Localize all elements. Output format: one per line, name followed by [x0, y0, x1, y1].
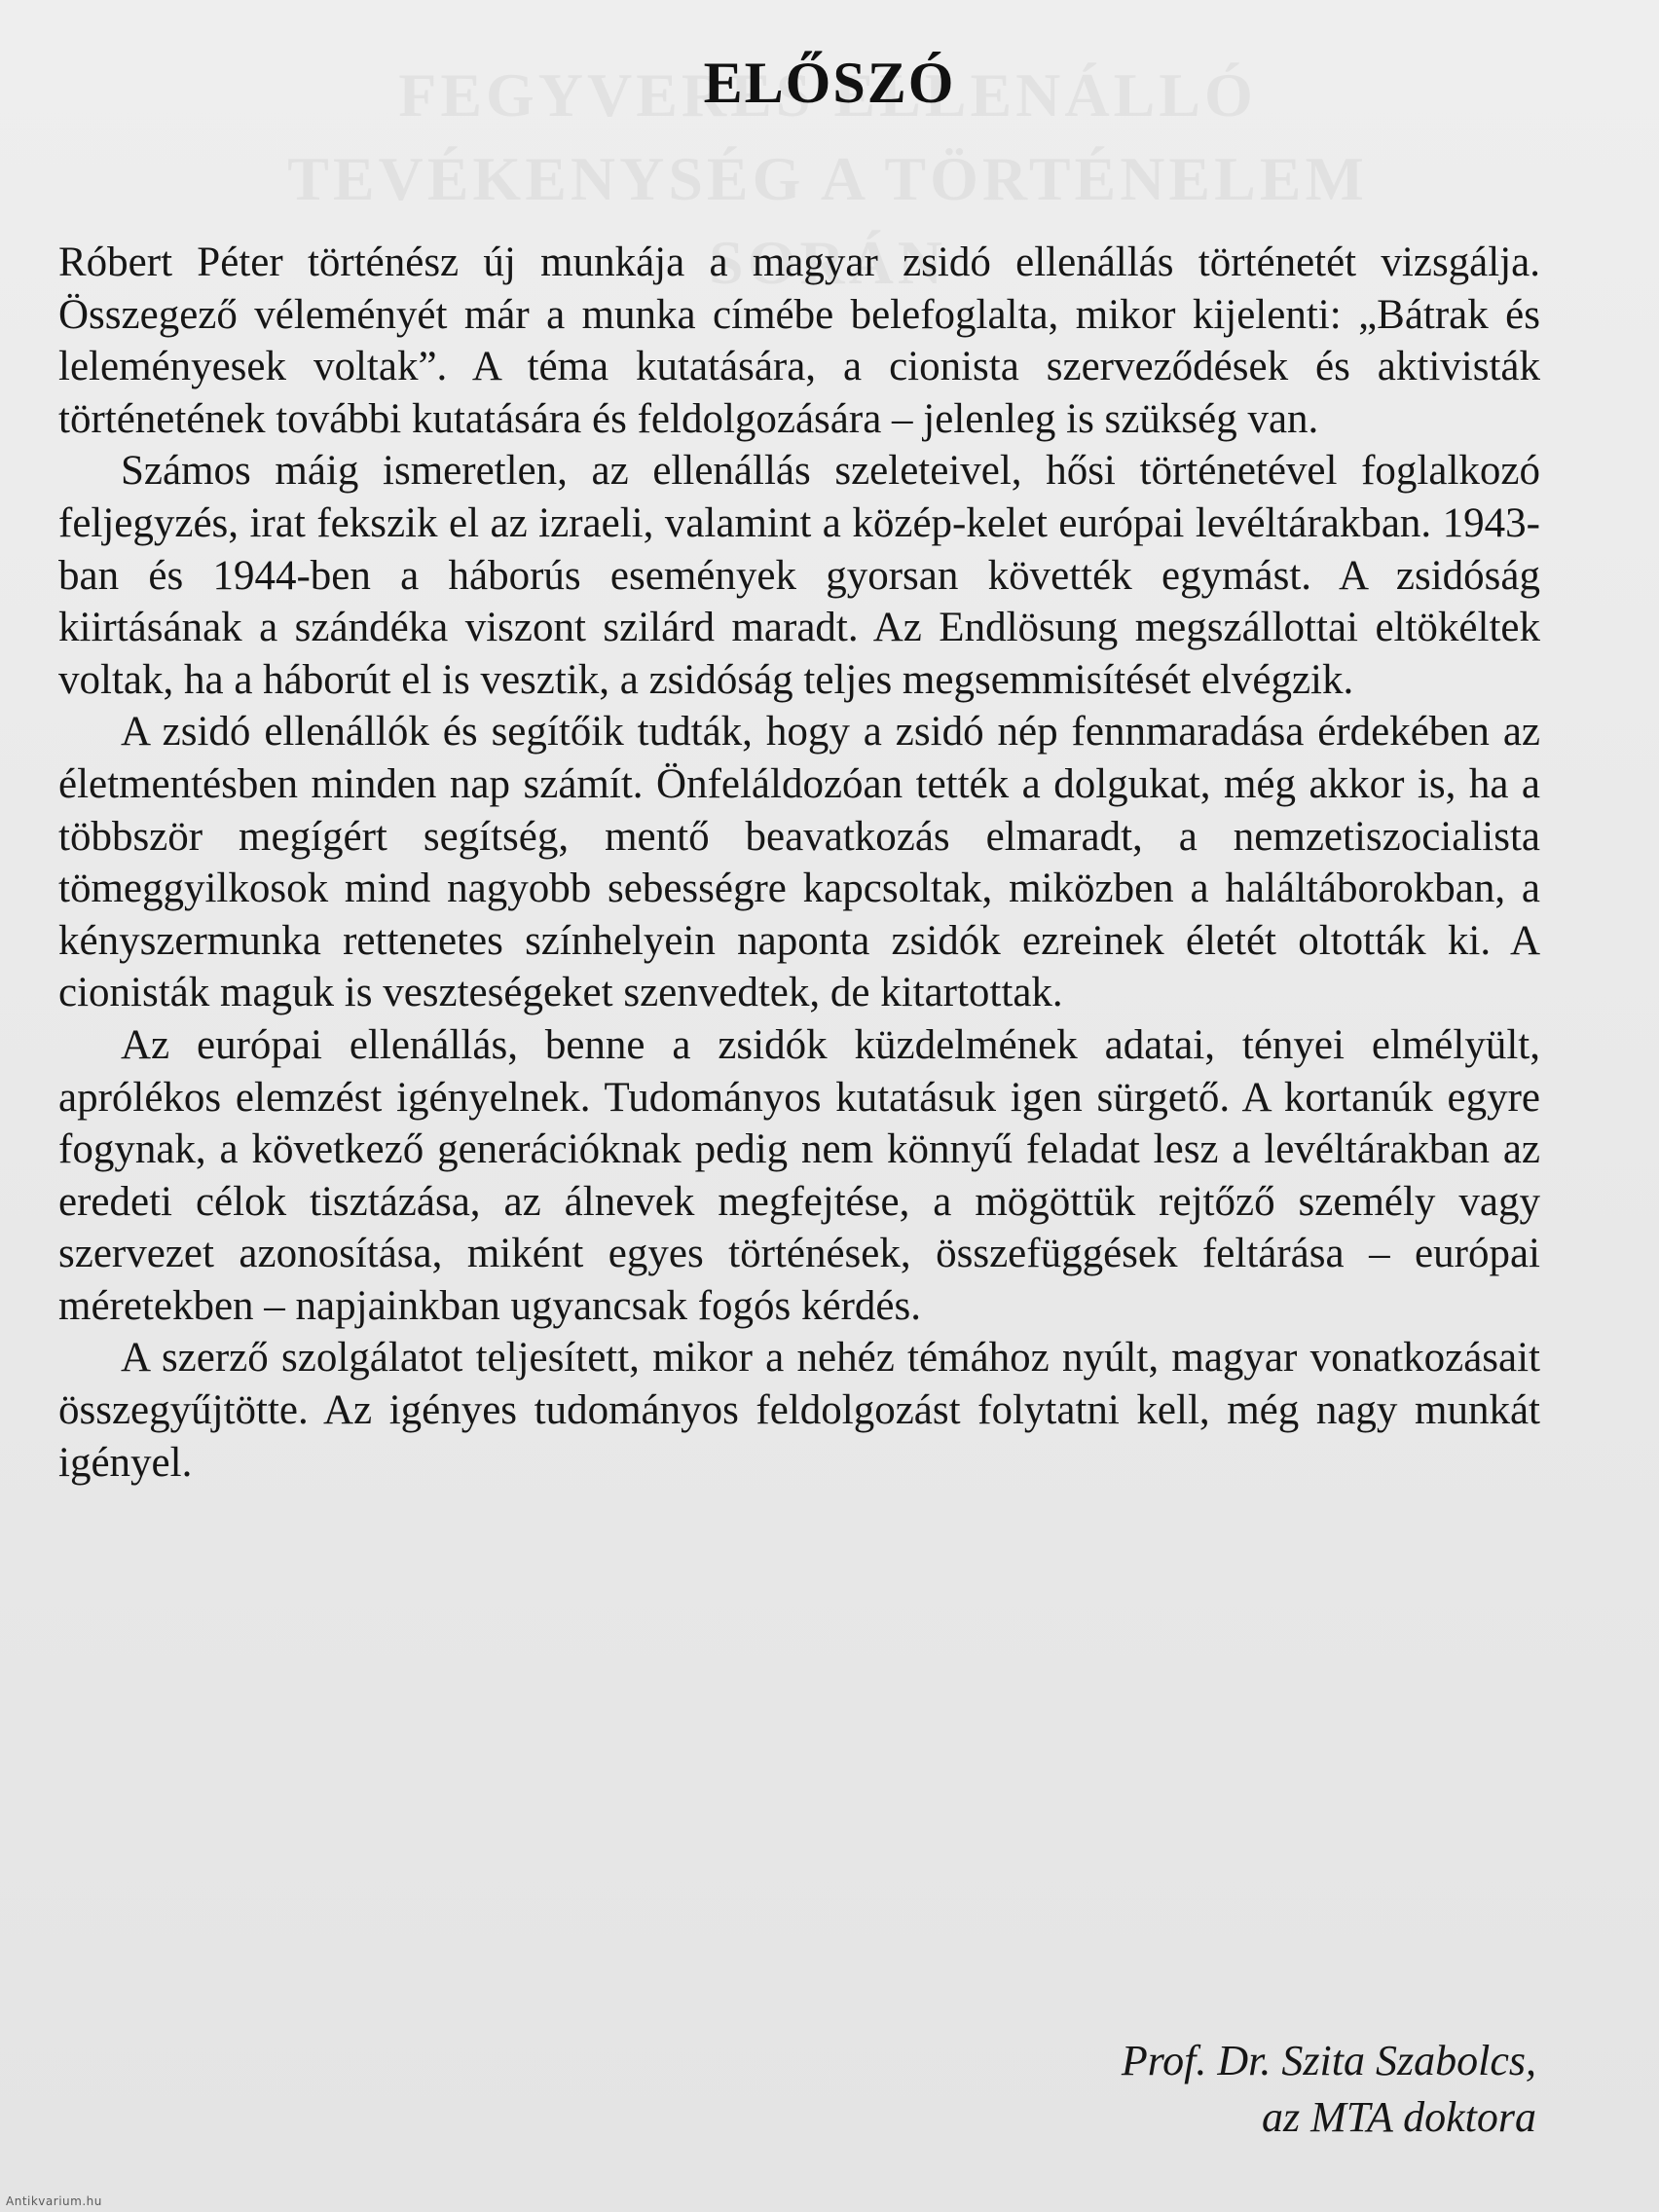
body-text — [58, 237, 1540, 1489]
page-title: ELŐSZÓ — [703, 51, 956, 115]
signature-block — [1122, 2033, 1536, 2146]
author-name: Prof. Dr. Szita Szabolcs, — [1121, 2037, 1536, 2084]
watermark: Antikvarium.hu — [6, 2194, 102, 2208]
paragraph: A zsidó ellenállók és segítőik tudták, hogy a zsidó nép fennmaradása érdekében az életmentésben minden nap számít. Önfeláldozóan tették a dolgukat, még akkor is, ha a többször megígért segítség, mentő beavatkozás elmaradt, a nemzetiszocialista tömeggyilkosok mind nagyobb sebességre kapcsoltak, miközben a haláltáborokban, a kényszermunka rettenetes színhelyein naponta zsidók ezreinek életét oltották ki. A cionisták maguk is veszteségeket szenvedtek, de kitartottak. — [58, 709, 1540, 1016]
author-title: az MTA doktora — [1262, 2093, 1536, 2141]
paragraph: A szerző szolgálatot teljesített, mikor a nehéz témához nyúlt, magyar vonatkozásait összegyűjtötte. Az igényes tudományos feldolgozást folytatni kell, még nagy munkát igényel. — [58, 1335, 1540, 1486]
paragraph: Róbert Péter történész új munkája a magyar zsidó ellenállás történetét vizsgálja. Összegező véleményét már a munka címébe belefoglalta, mikor kijelenti: „Bátrak és leleményesek voltak”. A téma kutatására, a cionista szerveződések és aktivisták történetének további kutatására és feldolgozására – jelenleg is szükség van. — [58, 240, 1540, 442]
paragraph: Az európai ellenállás, benne a zsidók küzdelmének adatai, tényei elmélyült, aprólékos elemzést igényelnek. Tudományos kutatásuk igen sürgető. A kortanúk egyre fogynak, a következő generációknak pedig nem könnyű feladat lesz a levéltárakban az eredeti célok tisztázása, az álnevek megfejtése, a mögöttük rejtőző személy vagy szervezet azonosítása, miként egyes történések, összefüggések feltárása – európai méretekben – napjainkban ugyancsak fogós kérdés. — [58, 1021, 1540, 1329]
paragraph: Számos máig ismeretlen, az ellenállás szeleteivel, hősi történetével foglalkozó feljegyzés, irat fekszik el az izraeli, valamint a közép-kelet európai levéltárakban. 1943-ban és 1944-ben a háborús események gyorsan követték egymást. A zsidóság kiirtásának a szándéka viszont szilárd maradt. Az Endlösung megszállottai eltökéltek voltak, ha a háborút el is vesztik, a zsidóság teljes megsemmisítését elvégzik. — [58, 448, 1540, 703]
